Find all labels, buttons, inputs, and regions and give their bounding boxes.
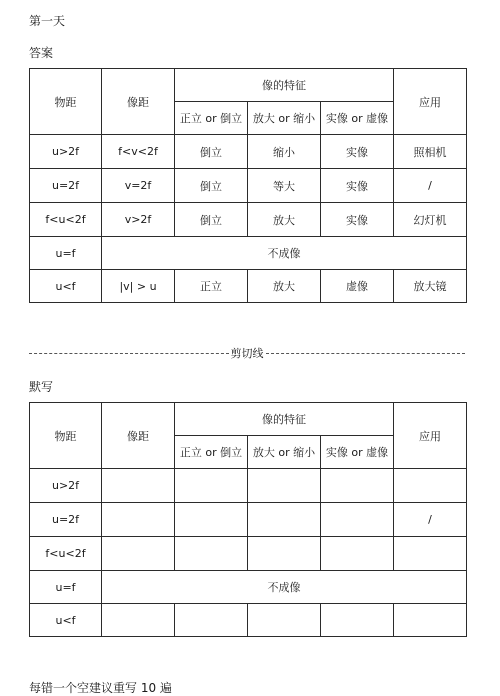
table-cell: u<f bbox=[30, 604, 102, 637]
blank-cell[interactable] bbox=[175, 503, 248, 537]
table-cell: f<v<2f bbox=[102, 135, 175, 169]
table-row bbox=[30, 604, 467, 637]
header-orientation: 正立 or 倒立 bbox=[175, 102, 248, 135]
table-cell: 幻灯机 bbox=[394, 203, 467, 237]
header-size: 放大 or 缩小 bbox=[248, 436, 321, 469]
header-type: 实像 or 虚像 bbox=[321, 436, 394, 469]
blank-cell[interactable] bbox=[175, 469, 248, 503]
answer-heading: 答案 bbox=[29, 46, 54, 60]
blank-cell[interactable] bbox=[102, 537, 175, 571]
footer-note: 每错一个空建议重写 10 遍 bbox=[29, 681, 172, 695]
table-row bbox=[30, 203, 467, 237]
table-cell: 倒立 bbox=[175, 203, 248, 237]
blank-cell[interactable] bbox=[248, 537, 321, 571]
table-cell: 放大 bbox=[248, 270, 321, 303]
blank-cell[interactable] bbox=[102, 604, 175, 637]
table-cell: 正立 bbox=[175, 270, 248, 303]
table-cell: 放大 bbox=[248, 203, 321, 237]
blank-cell[interactable] bbox=[394, 537, 467, 571]
table-cell: 缩小 bbox=[248, 135, 321, 169]
table-cell: 放大镜 bbox=[394, 270, 467, 303]
header-image-features: 像的特征 bbox=[175, 69, 394, 102]
table-row bbox=[30, 503, 467, 537]
header-orientation: 正立 or 倒立 bbox=[175, 436, 248, 469]
header-application: 应用 bbox=[394, 69, 467, 135]
table-cell: |v| > u bbox=[102, 270, 175, 303]
table-cell: 倒立 bbox=[175, 135, 248, 169]
table-cell: 实像 bbox=[321, 169, 394, 203]
blank-cell[interactable] bbox=[175, 604, 248, 637]
table-cell: 等大 bbox=[248, 169, 321, 203]
blank-cell[interactable] bbox=[102, 503, 175, 537]
table-cell: u>2f bbox=[30, 135, 102, 169]
table-cell: 照相机 bbox=[394, 135, 467, 169]
blank-cell[interactable] bbox=[321, 604, 394, 637]
cut-line-dash-right bbox=[266, 353, 466, 354]
table-cell: 倒立 bbox=[175, 169, 248, 203]
day-title: 第一天 bbox=[29, 14, 66, 28]
table-row bbox=[30, 469, 467, 503]
table-cell: u=f bbox=[30, 237, 102, 270]
header-image-features: 像的特征 bbox=[175, 403, 394, 436]
blank-cell[interactable] bbox=[248, 469, 321, 503]
table-cell: / bbox=[394, 503, 467, 537]
blank-cell[interactable] bbox=[394, 469, 467, 503]
no-image-cell: 不成像 bbox=[102, 571, 467, 604]
table-cell: v>2f bbox=[102, 203, 175, 237]
answer-table bbox=[29, 68, 467, 303]
header-image-distance: 像距 bbox=[102, 69, 175, 135]
table-row bbox=[30, 571, 467, 604]
dictation-heading: 默写 bbox=[29, 380, 54, 394]
blank-cell[interactable] bbox=[248, 604, 321, 637]
table-row bbox=[30, 135, 467, 169]
table-cell: v=2f bbox=[102, 169, 175, 203]
blank-cell[interactable] bbox=[248, 503, 321, 537]
table-row bbox=[30, 237, 467, 270]
table-cell: f<u<2f bbox=[30, 203, 102, 237]
table-cell: u=2f bbox=[30, 503, 102, 537]
cut-line-label: 剪切线 bbox=[230, 347, 264, 360]
blank-cell[interactable] bbox=[321, 537, 394, 571]
blank-cell[interactable] bbox=[321, 469, 394, 503]
table-cell: u=f bbox=[30, 571, 102, 604]
no-image-cell: 不成像 bbox=[102, 237, 467, 270]
header-size: 放大 or 缩小 bbox=[248, 102, 321, 135]
table-row bbox=[30, 537, 467, 571]
table-cell: 实像 bbox=[321, 203, 394, 237]
header-image-distance: 像距 bbox=[102, 403, 175, 469]
dictation-table bbox=[29, 402, 467, 637]
table-cell: u>2f bbox=[30, 469, 102, 503]
table-cell: u=2f bbox=[30, 169, 102, 203]
cut-line-dash-left bbox=[29, 353, 229, 354]
table-cell: / bbox=[394, 169, 467, 203]
blank-cell[interactable] bbox=[102, 469, 175, 503]
table-cell: f<u<2f bbox=[30, 537, 102, 571]
blank-cell[interactable] bbox=[394, 604, 467, 637]
table-cell: 实像 bbox=[321, 135, 394, 169]
header-application: 应用 bbox=[394, 403, 467, 469]
table-row bbox=[30, 169, 467, 203]
header-object-distance: 物距 bbox=[30, 403, 102, 469]
blank-cell[interactable] bbox=[175, 537, 248, 571]
table-row bbox=[30, 270, 467, 303]
header-object-distance: 物距 bbox=[30, 69, 102, 135]
blank-cell[interactable] bbox=[321, 503, 394, 537]
cut-line bbox=[29, 345, 465, 361]
table-cell: 虚像 bbox=[321, 270, 394, 303]
header-type: 实像 or 虚像 bbox=[321, 102, 394, 135]
table-cell: u<f bbox=[30, 270, 102, 303]
